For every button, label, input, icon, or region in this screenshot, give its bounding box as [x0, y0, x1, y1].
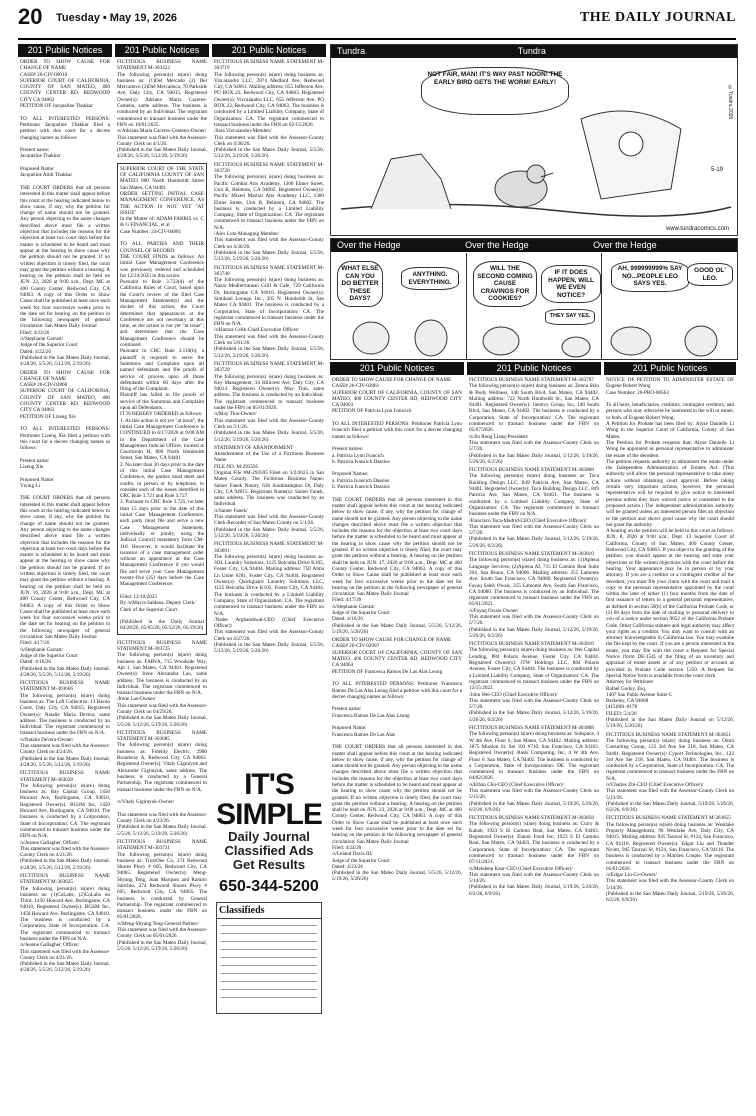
- comic-credit: www.tundracomics.com: [665, 226, 729, 232]
- notice: FICTITIOUS BUSINESS NAME STATEMENT M-303855 The following person(s) is(are) doing business as: Westlake Property Management, 90 Westlake Ave, Daly City, CA 94015. Mailing address: 945 Taraval St, #124, San Francisco, CA 94116. Registered Owner(s): Edgar Liu and Thander Nyunt, 945 Taraval St, #124, San Francisco, CA 94116. The business is conducted by a Married Couple. The registrant commenced to transact business under the FBN on 05/01/2026. /s/Edgar Liu-Co-Owner/ This statement was filed with the Assessor-County Clerk on 5/14/26. (Published in the San Mateo Daily Journal, 5/19/26, 5/26/26, 6/2/26, 6/9/26): [606, 815, 734, 904]
- over-the-hedge-comic: [330, 238, 738, 360]
- notice: ORDER TO SHOW CAUSE FOR CHANGE OF NAME CASE# 26-CIV-02907 SUPERIOR COURT OF CALIFORNIA, COUNTY OF SAN MATEO, 400 COUNTY CENTER RD, REDWOOD CITY CA 94063 PETITION OF Francesca Ramos De Las Alas Leung TO ALL INTERESTED PERSONS: Petitioner Francesca Ramos De Las Alas Leung filed a petition with this court for a decree changing names as follows: Present name: Francesca Ramos De Las Alas Leung Proposed Name: Francesca Ramos De Las Alas THE COURT ORDERS that all persons interested in this matter shall appear before this court at the hearing indicated below to show cause, if any, why the petition for change of name should not be granted. Any person objecting to the name changes described above must file a written objection that includes the reasons for the objection at least two court days before the matter is scheduled to be heard and must appear at the hearing to show cause why the petition should not be granted. If no written objection is timely filed, the court may grant the petition without a hearing. A hearing on the petition shall be held on JUN. 23, 2026 at 9:00 a.m., Dept. MC at 400 County Center, Redwood City, CA 94063. A copy of this Order to Show Cause shall be published at least once each week for four successive weeks prior to the date set for hearing on the petition in the following newspaper of general circulation: San Mateo Daily Journal Filed: 4/24/26 /s/Leland Davis III/ Judge of the Superior Court Dated: 4/23/26 (Published in the San Mateo Daily Journal, 5/5/26, 5/12/26, 5/19/26, 5/26/26): [332, 637, 462, 883]
- notice: FICTITIOUS BUSINESS NAME STATEMENT M-303740 The following person(s) is(are) doing business as: Nazar Mediterranean Grill & Cafe, 729 California Dr, Burlingame CA 94010. Registered Owner(s): Simikani Lounge, Inc., 205 N. Humboldt St, San Mateo CA 94401. The business is conducted by a Corporation, State of Incorporation: CA. The registrant commenced to transact business under the FBN on N/A. /s/Hamza Celik-Chief Executive Officer/ This statement was filed with the Assessor-County Clerk on 5/01/26. (Published in the San Mateo Daily Journal, 5/5/26, 5/12/26, 5/19/26, 5/26/26): [214, 264, 324, 359]
- notice-column-6: [604, 362, 736, 1116]
- notice: FICTITIOUS BUSINESS NAME STATEMENT M-303858 The following person(s) is(are) doing business as: Curry & Kabab, 1923 S El Camino Real, San Mateo, CA 94403. Registered Owner(s): Elanor Food Inc, 1923 S El Camino Real, San Mateo, CA 94403. The business is conducted by a Corporation, State of Incorporation: CA. The registrant commenced to transact business under the FBN on 07/11/2021. /s/Mehdeep Kaur-CEO (Chief Executive Officer)/ This statement was filed with the Assessor-County Clerk on 5/14/26. (Published in the San Mateo Daily Journal, 5/19/26, 5/26/26, 6/2/26, 6/9/26): [469, 815, 599, 897]
- notice: FICTITIOUS BUSINESS NAME STATEMENT M-303816 The following person(s) is(are) doing business as: Wei Capital Lending, 884 Polaris Avenue, Foster City, CA 94404. Registered Owner(s): JTW Holdings LLC, 884 Polaris Avenue, Foster City, CA 94404. The business is conducted by a Limited Liability Company, State of Organization: CA. The registrant commenced to transact business under the FBN on 12/15/2022. /John Wei-CEO (Chief Executive Officer)/ This statement was filed with the Assessor-County Clerk on 5/7/26. (Published in the San Mateo Daily Journal, 5/12/26, 5/19/26, 5/26/26, 6/2/26): [469, 641, 599, 723]
- issue-date: Tuesday • May 19, 2026: [56, 12, 178, 24]
- notice: NOTICE OF PETITION TO ADMINISTER ESTATE OF Eugene Robert Wong Case Number: 26-PRO-00563 To all heirs, beneficiaries, creditors, contingent creditors, and persons who may otherwise be interested in the will or estate, or both, of Eugene Robert Wong. A Petition for Probate has been filed by: Alyse Danielle Li Wong in the Superior Court of California, County of San Mateo. The Petition for Probate requests that: Alyse Danielle Li Wong be appointed as personal representative to administer the estate of the decedent. The petition requests authority to administer the estate under the Independent Administration of Estates Act. (This authority will allow the personal representative to take many actions without obtaining court approval. Before taking certain very important actions, however, the personal representative will be required to give notice to interested persons unless they have waived notice or consented to the proposed action.) The independent administration authority will be granted unless an interested person files an objection to the petition and shows good cause why the court should not grant the authority. A hearing on the petition will be held in this court as follows: JUN. 8, 2026 at 9:00 a.m., Dept. 13 Superior Court of California, County of San Mateo, 400 County Center, Redwood City, CA 94063. If you object to the granting of the petition, you should appear at the hearing and state your objections or file written objections with the court before the hearing. Your appearance may be in person or by your attorney. If you are a creditor or a contingent creditor of the decedent, you must file your claim with the court and mail a copy to the personal representative appointed by the court within the later of either (1) four months from the date of first issuance of letters to a general personal representative, as defined in section 58(b) of the California Probate Code, or (2) 60 days from the date of mailing or personal delivery to you of a notice under section 9052 of the California Probate Code. Other California statutes and legal authority may affect your rights as a creditor. You may want to consult with an attorney knowledgeable in California law. You may examine the file kept by the court. If you are a person interested in the estate, you may file with the court a Request for Special Notice (form DE-154) of the filing of an inventory and appraisal of estate assets or of any petition or account as provided in Probate Code section 1250. A Request for Special Notice form is available from the court clerk. Attorney for Petitioner Rafael Godoy, Esq. 1407 San Pablo Avenue Suite C Berkeley, CA 94608 (415)801-8178 FILED: 5/4/26 (Published in the San Mateo Daily Journal on 5/12/26, 5/19/26, 5/26/26): [606, 377, 734, 730]
- notice: FICTITIOUS BUSINESS NAME STATEMENT M-303851 The following person(s) is(are) doing business as: Omni Consulting Group, 122 3rd Ave Ste 218, San Mateo, CA 94401. Registered Owner(s): Cyport Technologies, Inc., 122 3rd Ave Ste 218, San Mateo, CA 94401. The business is conducted by a Corporation, State of Incorporation: CA. The registrant commenced to transact business under the FBN on N/A. /s/Charles Zhi-CEO (Chief Executive Officer)/ This statement was filed with the Assessor-County Clerk on 5/13/26. (Published in the San Mateo Daily Journal, 5/19/26, 5/26/26, 6/2/26, 6/9/26): [606, 731, 734, 814]
- notice: FICTITIOUS BUSINESS NAME STATEMENT M-303666 The following person(s) is(are) doing business as: The Loft Collective, 13 Bacon Court, Daly City, CA 94015, Registered Owner(s): Natalie Maria Devera, same address. The business is conducted by an Individual. The registrant commenced to transact business under the FBN on N/A. /s/Natalie Devera-Owner/ This statement was filed with the Assessor-County Clerk on 4/24/26. (Published in the San Mateo Daily Journal, 4/28/26, 5/5/26, 5/12/26, 5/19/26): [20, 680, 110, 768]
- notice: FICTITIOUS BUSINESS NAME STATEMENT M-303720 The following person(s) is(are) doing business as: Pacific Combat Arts Academy, 1300 Elmer Street, Unit B, Belmont, CA 94002. Registered Owner(s): Pacific Mixed Martial Arts Academy LLC, 1300 Elmer Street, Unit B, Belmont, CA 94002. The business is conducted by a Limited Liability Company, State of Organization: CA. The registrant commenced to transact business under the FBN on N/A. /Alex Lutz-Managing Member/ This statement was filed with the Assessor-County Clerk on 4/30/26. (Published in the San Mateo Daily Journal, 5/5/26, 5/12/26, 5/19/26, 5/26/26): [214, 161, 324, 263]
- court-order-notice: SUPERIOR COURT OF THE STATE OF CALIFORNIA COUNTY OF SAN MATEO 800 North Humboldt Street San Mateo, CA 94401 ORDER SETTING INITIAL CASE MANAGEMENT CONFERENCE, AS THE ACTION IS NOT YET "AT ISSUE" In the Matter of: ADAM FARRIS vs. C & G FINANCIAL, et al Case Number: 24-CIV-04881 TO ALL PARTIES AND THEIR COUNSEL OF RECORD: THE COURT FINDS as follows: An initial Case Management Conference was previously ordered and scheduled for 12/24/2025 in this action. Pursuant to Rule 3.722(d) of the California Rules of Court, based upon the Court's review of the filed Case Management Statement(s) and the docket of this action, the Court determines that appearances at the Conference are not necessary at this time, as the action is not yet "at issue"; and determines that the Case Management Conference should be continued. Pursuant to CRC Rule 3.110(b), a plaintiff is required to serve the Summons and Complaint upon all named defendants and file proofs of service of process upon all those defendants within 60 days after the filing of the Complaint. Plaintiff has failed to file proofs of service of the Summons and Complaint upon all Defendants. IT IS HEREBY ORDERED as follows: 1. As this action is not yet "at issue", the initial Case Management Conference is CONTINUED to 6/17/2026 at 9:00 AM in the Department of the Case Management Judicial Officer, located at Courtroom H, 800 North Humboldt Street, San Mateo, CA 94401. 2. No later than 30 days prior to the date of this initial Case Management Conference, the parties must meet and confer, in person or by telephone, to consider each of the issues identified in CRC Rule 3.721 and Rule 3.727. 3. Pursuant to CRC Rule 3.725, no later than 15 days prior to the date of this initial Case Management Conference, each party must file and serve a new Case Management Statement, individually or jointly, using the Judicial Council mandatory form CM-110. However, it would facilitate the issuance of a case management order without an appearance at the Case Management Conference if you would file and serve your Case Management twenty-five (25) days before the Case Management Conference. Filed: 12/10/2025 By /s/Mayra Saldana, Deputy Clerk/ Clerk of the Superior Court (Published in the Daily Journal 04/28/26, 05/05/26, 05/12/26, 05/19/26): [117, 163, 207, 635]
- notice: ORDER TO SHOW CAUSE FOR CHANGE OF NAME CASE# 26-CIV-02861 SUPERIOR COURT OF CALIFORNIA, COUNTY OF SAN MATEO, 400 COUNTY CENTER RD, REDWOOD CITY CA 94063 PETITION OF Patricia Lynn Ivancich TO ALL INTERESTED PERSONS: Petitioner Patricia Lynn Ivancich filed a petition with this court for a decree changing names as follows: Present names: a. Patricia Lynn Ivancich b. Patricia Ivancich Dassios Proposed Names: a. Patricia Ivancich Dassios b. Patricia Ivancich Dassios THE COURT ORDERS that all persons interested in this matter shall appear before this court at the hearing indicated below to show cause, if any, why the petition for change of name should not be granted. Any person objecting to the name changes described above must file a written objection that includes the reasons for the objection at least two court days before the matter is scheduled to be heard and must appear at the hearing to show cause why the petition should not be granted. If no written objection is timely filed, the court may grant the petition without a hearing. A hearing on the petition shall be held on JUN. 17, 2026 at 9:00 a.m., Dept. MC at 400 County Center, Redwood City, CA 94063. A copy of this Order to Show Cause shall be published at least once each week for four successive weeks prior to the date set for hearing on the petition in the following newspaper of general circulation: San Mateo Daily Journal Filed: 4/17/26 /s/Stephanie Garratt/ Judge of the Superior Court Dated: 4/16/26 (Published in the San Mateo Daily Journal, 5/5/26, 5/12/26, 5/19/26, 5/26/26): [332, 377, 462, 635]
- tundra-drawing: [331, 59, 737, 235]
- section-bar: 201 Public Notices: [604, 362, 736, 375]
- comic-title: Over the Hedge: [593, 240, 657, 250]
- speech-bubble: WILL THE SECOND COMING CAUSE CRAVINGS FOR COOKIES?: [473, 261, 537, 307]
- notice: FICTITIOUS BUSINESS NAME STATEMENT M-303422 The following person(s) is(are) doing business as: (1)Del Mercado (2) Del Mercadovo (3)Del Mercadoca, 70 Parkside Ave, Daly City, CA 94015, Registered Owner(s): Adriana Maria Caceres-Centeno, same address. The business is conducted by an Individual. The registrant commenced to transact business under the FBN on 10/01/2025. /s/Adriana Maria Caceres-Centeno-Owner/ This statement was filed with the Assessor-County Clerk on 4/1/26. (Published in the San Mateo Daily Journal, 4/28/26, 5/5/26, 5/12/26, 5/19/26): [117, 59, 207, 160]
- section-bar: 201 Public Notices: [467, 362, 601, 375]
- speech-bubble: GOOD OL' LEO.: [687, 263, 733, 286]
- speech-bubble: ANYTHING. EVERYTHING.: [401, 267, 459, 290]
- speech-bubble: WHAT ELSE CAN YOU DO BETTER THESE DAYS?: [337, 261, 383, 307]
- newspaper-name: THE DAILY JOURNAL: [579, 10, 736, 25]
- notice: ORDER TO SHOW CAUSE FOR CHANGE OF NAME CASE# 26-CIV-02860 SUPERIOR COURT OF CALIFORNIA, COUNTY OF SAN MATEO, 400 COUNTY CENTER RD, REDWOOD CITY CA 94063 PETITION OF Lizeng Xie TO ALL INTERESTED PERSONS: Petitioner Lizeng Xie filed a petition with this court for a decree changing names as follows: Present name: Lizeng Xie Proposed Name: Yixing Li THE COURT ORDERS that all persons interested in this matter shall appear before this court at the hearing indicated below to show cause, if any, why the petition for change of name should not be granted. Any person objecting to the name changes described above must file a written objection that includes the reasons for the objection at least two court days before the matter is scheduled to be heard and must appear at the hearing to show cause why the petition should not be granted. If no written objection is timely filed, the court may grant the petition without a hearing. A hearing on the petition shall be held on JUN. 16, 2026 at 9:00 a.m., Dept. MC at 400 County Center, Redwood City, CA 94063. A copy of this Order to Show Cause shall be published at least once each week for four successive weeks prior to the date set for hearing on the petition in the following newspaper of general circulation: San Mateo Daily Journal Filed: 4/17/26 /s/Stephanie Garratt/ Judge of the Superior Court Dated: 4/16/26 (Published in the San Mateo Daily Journal, 4/28/26, 5/5/26, 5/12/26, 5/19/26): [20, 369, 110, 678]
- comic-copyright: ©Tundra 2026: [727, 85, 733, 120]
- notice-column-1: [18, 44, 112, 1116]
- notice: FICTITIOUS BUSINESS NAME STATEMENT M-303808 The following person(s) is(are) doing business as: Toca Building Design LLC, 849 Patricia Ave, San Mateo, CA 94401. Registered Owner(s): Toca Building Design LLC, 849 Patricia Ave, San Mateo, CA 94401. The business is conducted by a Limited Liability Company, State of Organization: CA. The registrant commenced to transact business under the FBN on N/A. /Francisco Toca-Madrid-CEO (Chief Executive Officer)/ This statement was filed with the Assessor-County Clerk on 5/7/26. (Published in the San Mateo Daily Journal, 5/12/26, 5/19/26, 5/26/26, 6/2/26): [469, 467, 599, 549]
- tundra-comic: [330, 44, 738, 236]
- section-bar: 201 Public Notices: [330, 362, 464, 375]
- comic-title-bar: [331, 45, 737, 58]
- comic-title: Tundra: [517, 46, 546, 56]
- comic-title: Over the Hedge: [337, 240, 401, 250]
- speech-bubble: THEY SAY YES.: [545, 309, 595, 325]
- comic-title: Over the Hedge: [465, 240, 529, 250]
- ad-headline: IT'S SIMPLE: [216, 770, 322, 831]
- notice: FICTITIOUS BUSINESS NAME STATEMENT M-303691 The following person(s) is(are) doing business as: 3OL Laundry Solutions, 1125 Belcutha Drive K105, Foster City, CA 94404. Mailing address: 750 Alma Ln Unite #281, Foster City, CA 94404. Registered Owner(s): Quickguard Laundry Solutions LLC, 1125 Belcutha Drive K105, Foster City, CA 94404. The business is conducted by a Limited Liability Company, State of Organization: CA. The registrant commenced to transact business under the FBN on N/A. /Nader Arghandiwal-CEO (Chief Executive Officer)/ This statement was filed with the Assessor-County Clerk on 4/27/26. (Published in the San Mateo Daily Journal, 5/5/26, 5/12/26, 5/19/26, 5/26/26): [214, 541, 324, 655]
- notice-column-4: [330, 362, 464, 1116]
- section-bar: 201 Public Notices: [212, 44, 326, 57]
- ad-line: Daily Journal: [228, 829, 310, 844]
- speech-bubble: AH, 999999999% SAY NO...PEOPLE LEO SAYS YES.: [611, 261, 689, 292]
- notice-column-3: [212, 44, 326, 766]
- notice: FICTITIOUS BUSINESS NAME STATEMENT M-303810 The following person(s) is(are) doing business as: (1)Aplena Language Services; (2)Aplena AI, 715 El Camino Real Suite 204, San Bruno, CA 94066. Mailing address: 255 Lamonte Ave, South San Francisco, CA 94080. Registered Owner(s): Fayaq Saleh Owais, 255 Lamonte Ave, South San Francisco, CA 94080. The business is conducted by an Individual. The registrant commenced to transact business under the FBN on 05/01/2021. /s/Fayaq Owais-Owner/ This statement was filed with the Assessor-County Clerk on 5/7/26. (Published in the San Mateo Daily Journal, 5/12/26, 5/19/26, 5/26/26, 6/2/26): [469, 551, 599, 639]
- comic-title-bar: [331, 239, 737, 252]
- classifieds-title: Classifieds: [217, 903, 321, 919]
- notice: FICTITIOUS BUSINESS NAME STATEMENT M-303731 The following person(s) is(are) doing business as: TrustOne Co, 274 Redwood Shores Pkwy # 605, Redwood City, CA 94065. Registered Owner(s): Meng-Shyang Teng, Juan Marquez and Ramiro Sanchez, 274 Redwood Shores Pkwy # 605, Redwood City, CA 94065. The business is conducted by General Partnership. The registrant commenced to transact business under the FBN on 05/01/2026. /s/Meng-Shyang Teng-General Partner/ This statement was filed with the Assessor-County Clerk on 05/01/2026. (Published in the San Mateo Daily Journal, 5/5/26, 5/12/26, 5/19/26, 5/26/26): [117, 838, 207, 952]
- speech-bubble: NOT FAIR, MAN! IT'S WAY PAST NOON! THE EARLY BIRD GETS THE WORM! EARLY!: [421, 67, 569, 115]
- ad-phone: 650-344-5200: [219, 878, 319, 895]
- notice: FICTITIOUS BUSINESS NAME STATEMENT M-303719 The following person(s) is(are) doing business as: Vizcaíandro LLC, 2874 Medford Ave, Redwood City, CA 94061. Mailing address: 655 Jefferson Ave, PO BOX 23, Redwood City, CA 94063. Registered Owner(s): Vizcaíandro LLC, 655 Jefferson Ave, PO BOX 23, Redwood City, CA 94063. The business is conducted by a Limited Liability Company, State of Organization: CA. The registrant commenced to transact business under the FBN on 02/15/2026. /Sara Vizcaíandro-Member/ This statement was filed with the Assessor-County Clerk on 4/30/26. (Published in the San Mateo Daily Journal, 5/5/26, 5/12/26, 5/19/26, 5/26/26): [214, 59, 324, 160]
- notice: FICTITIOUS BUSINESS NAME STATEMENT M-303787 The following person(s) is(are) doing business as: Zenna Skin & Body Wellness, 140 South Blvd, San Mateo, CA 94402. Mailing address: 722 North Humboldt St., San Mateo, CA 94401. Registered Owner(s): Jiennvy Group, Inc, 140 South Blvd, San Mateo, CA 94402. The business is conducted by a Corporation, State of Incorporation: CA. The registrant commenced to transact business under the FBN on 05/07/2026. /s/Jin Rong Liang-President/ This statement was filed with the Assessor-County Clerk on 5/7/26. (Published in the San Mateo Daily Journal, 5/12/26, 5/19/26, 5/26/26, 6/2/26): [469, 377, 599, 465]
- hedge-drawing: [331, 253, 737, 359]
- notice: FICTITIOUS BUSINESS NAME STATEMENT M-303628 The following person(s) is(are) doing business as: Bay Capital Group, 1450 Howard Ave, Burlingame, CA 94010, Registered Owner(s): BGSM Inc, 1450 Howard Ave, Burlingame, CA 94010. The business is conducted by a Corporation, State of Incorporation: CA. The registrant commenced to transact business under the FBN on N/A. /s/Jeanne Gallagher, Officer/ This statement was filed with the Assessor-County Clerk on 4/21/26. (Published in the San Mateo Daily Journal, 4/28/26, 5/5/26, 5/12/26, 5/19/26): [20, 770, 110, 871]
- comic-title: Tundra: [337, 46, 366, 56]
- notice: ORDER TO SHOW CAUSE FOR CHANGE OF NAME CASE# 26-CIV-00010 SUPERIOR COURT OF CALIFORNIA, COUNTY OF SAN MATEO, 400 COUNTY CENTER RD, REDWOOD CITY CA 94063 PETITION OF Jacqueline Thakkar TO ALL INTERESTED PERSONS: Petitioner Jacqueline Thakkar filed a petition with this court for a decree changing names as follows: Present name: Jacqueline Thakkar Proposed Name: Jacqueline Amit Thakkar THE COURT ORDERS that all persons interested in this matter shall appear before this court at the hearing indicated below to show cause, if any, why the petition for change of name should not be granted. Any person objecting to the name changes described above must file a written objection that includes the reasons for the objection at least two court days before the matter is scheduled to be heard and must appear at the hearing to show cause why the petition should not be granted. If no written objection is timely filed, the court may grant the petition without a hearing. A hearing on the petition shall be held on JUN. 22, 2026 at 9:00 a.m., Dept. MC at 400 County Center, Redwood City, CA 94063. A copy of this Order to Show Cause shall be published at least once each week for four successive weeks prior to the date set for hearing on the petition in the following newspaper of general circulation: San Mateo Daily Journal Filed: 4/23/26 /s/Stephanie Garratt/ Judge of the Superior Court Dated: 4/22/26 (Published in the San Mateo Daily Journal, 4/28/26, 5/5/26, 5/12/26, 5/19/26): [20, 59, 110, 368]
- speech-bubble: IF IT DOES HAPPEN, WILL WE EVEN NOTICE?: [541, 265, 601, 303]
- notice: FICTITIOUS BUSINESS NAME STATEMENT M-303685 The following person(s) is(are) doing business as: Fidelity Electric, 2900 Broadway A, Redwood City, CA 94062. Registered Owner(s): Vitaly Gigintyuk and Alexander Gigintyuk, same address. The business is conducted by a General Partnership. The registrant commenced to transact business under the FBN on N/A. /s/Vitaly Gigintyuk-Owner/ This statement was filed with the Assessor-County Clerk on 4/23/26. (Published in the San Mateo Daily Journal, 5/5/26, 5/12/26, 5/19/26, 5/26/26): [117, 729, 207, 837]
- page-header: [18, 4, 736, 40]
- notice: FICTITIOUS BUSINESS NAME STATEMENT M-303808 The following person(s) is(are) doing business as: Subspace, 4 W 4th Ave, Floor 6, San Mateo, CA 94402. Mailing address: 1875 Mission St. Ste 103 #710, San Francisco, CA 94103. Registered Owner(s): Basis Computing, Inc, 4 W 4th Ave, Floor 6, San Mateo, CA 94402. The business is conducted by a Corporation, State of Incorporation: DE. The registrant commenced to transact business under the FBN on 04/02/2026. /s/Ethan Chu-CEO (Chief Executive Officer)/ This statement was filed with the Assessor-County Clerk on 5/15/26. (Published in the San Mateo Daily Journal, 5/19/26, 5/26/26, 6/2/26, 6/9/26): [469, 725, 599, 813]
- ad-line: Get Results: [232, 857, 306, 872]
- notice-column-5: [467, 362, 601, 1116]
- ad-line: Classified Ads: [224, 843, 314, 858]
- notice: STATEMENT OF ABANDONMENT Abandonment of the Use of a Fictitious Business Name FILE NO. M-293595 Original File #M-293595 Filed on 3/2/2025 in San Mateo County. The Fictitious Business Name: Samer Fanek Notary, 636 Southhampton Dr, Daly City, CA 94015. Registrant Name(s): Samer Fanek, same address. The business was conducted by an Individual. /s/Samer Fanek/ This statement was filed with the Assessor-County Clerk-Recorder of San Mateo County on 5/1/26. (Published in the San Mateo Daily Journal, 5/5/26, 5/12/26, 5/19/26, 5/26/26): [214, 444, 324, 539]
- notice-column-2: [115, 44, 209, 1116]
- section-bar: 201 Public Notices: [115, 44, 209, 57]
- notice: FICTITIOUS BUSINESS NAME STATEMENT M-303725 The following person(s) is(are) doing business as: FARVA, 715 Woodside Way, Apt 1, San Mateo, CA 94401. Registered Owner(s): Irene Alexandra Lao, same address. The business is conducted by an Individual. The registrant commenced to transact business under the FBN on N/A. /Irene Lao-Owner/ This statement was filed with the Assessor-County Clerk on 04/29/26. (Published in the San Mateo Daily Journal, 5/5/26, 5/12/26, 5/19/26, 5/26/26): [117, 639, 207, 728]
- classifieds-thumbnail: [216, 902, 322, 1014]
- notice: FICTITIOUS BUSINESS NAME STATEMENT M-303729 The following person(s) is(are) doing business as: Key Management, 34 Hillcrest Ave, Daly City, CA 94014. Registered Owner(s): May Thin, same address. The business is conducted by an Individual. The registrant commenced to transact business under the FBN on 05/01/2026. /s/May Thin-Owner/ This statement was filed with the Assessor-County Clerk on 5/1/26. (Published in the San Mateo Daily Journal, 5/5/26, 5/12/26, 5/19/26, 5/26/26): [214, 360, 324, 443]
- comic-date: 5-19: [710, 167, 723, 173]
- page-number: 20: [18, 4, 43, 29]
- notice: FICTITIOUS BUSINESS NAME STATEMENT M-303625 The following person(s) is(are) doing business as: (1)CoLabs; (2)CoLabs on Third, 1450 Howard Ave, Burlingame, CA 94010, Registered Owner(s): BGSM Inc, 1450 Howard Ave, Burlingame, CA 94010. The business is conducted by a Corporation, State of Incorporation: CA. The registrant commenced to transact business under the FBN on N/A. /s/Jeanne Gallagher, Officer/ This statement was filed with the Assessor-County Clerk on 4/21/26. (Published in the San Mateo Daily Journal, 4/28/26, 5/5/26, 5/12/26, 5/19/26): [20, 873, 110, 974]
- classified-ad: [212, 770, 326, 1116]
- section-bar: 201 Public Notices: [18, 44, 112, 57]
